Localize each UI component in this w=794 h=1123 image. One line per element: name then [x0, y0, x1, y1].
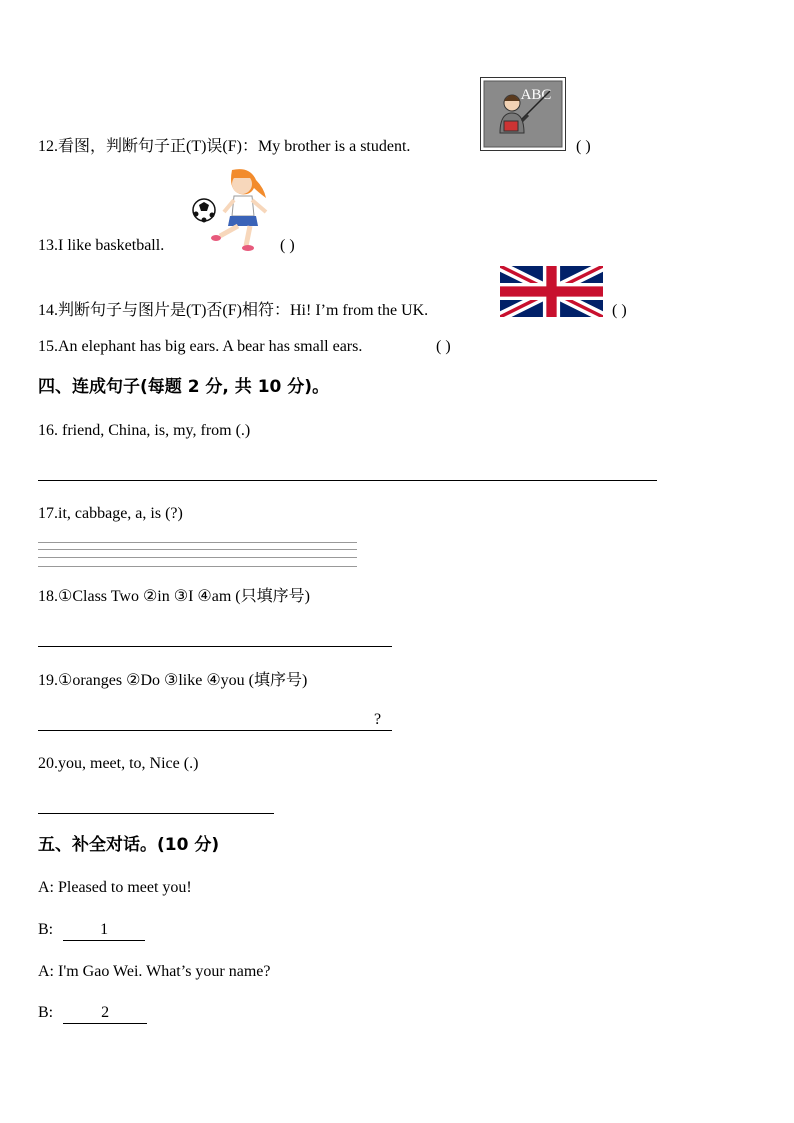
answer-line-19[interactable] [38, 730, 392, 731]
question-17-text: 17.it, cabbage, a, is (?) [38, 505, 183, 522]
question-18-text: 18.①Class Two ②in ③I ④am (只填序号) [38, 588, 310, 605]
writing-line-17-4 [38, 566, 357, 567]
dialogue-speaker-b1: B: [38, 921, 54, 938]
writing-line-17-1[interactable] [38, 542, 357, 543]
writing-line-17-2 [38, 549, 357, 550]
teacher-blackboard-image [480, 77, 566, 151]
question-19-text: 19.①oranges ②Do ③like ④you (填序号) [38, 672, 308, 689]
dialogue-speaker-b2: B: [38, 1004, 54, 1021]
answer-paren-12[interactable]: ( ) [576, 138, 591, 155]
writing-line-17-3 [38, 557, 357, 558]
girl-kicking-ball-image [192, 166, 270, 252]
question-15-text: 15.An elephant has big ears. A bear has small ears. [38, 338, 363, 355]
dialogue-line-a1: A: Pleased to meet you! [38, 879, 192, 896]
question-12-text: 12.看图，判断句子正(T)误(F)：My brother is a student. [38, 138, 411, 155]
question-19-end-mark: ? [374, 711, 382, 728]
uk-flag-image [500, 266, 603, 317]
question-14-text: 14.判断句子与图片是(T)否(F)相符：Hi! I’m from the UK. [38, 302, 429, 319]
question-13-text: 13.I like basketball. [38, 237, 165, 254]
answer-paren-15[interactable]: ( ) [436, 338, 451, 355]
dialogue-blank-2[interactable]: 2 [63, 1003, 147, 1024]
answer-paren-13[interactable]: ( ) [280, 237, 295, 254]
section-5-heading: 五、补全对话。(10 分) [38, 835, 220, 855]
blackboard-text: ABC [520, 87, 552, 103]
section-4-heading: 四、连成句子(每题 2 分, 共 10 分)。 [38, 377, 330, 397]
dialogue-line-a2: A: I'm Gao Wei. What’s your name? [38, 963, 271, 980]
question-20-text: 20.you, meet, to, Nice (.) [38, 755, 199, 772]
dialogue-line-b1 [38, 920, 145, 941]
dialogue-blank-1[interactable]: 1 [63, 920, 145, 941]
answer-line-18[interactable] [38, 646, 392, 647]
answer-line-20[interactable] [38, 813, 274, 814]
dialogue-line-b2 [38, 1003, 147, 1024]
answer-line-16[interactable] [38, 480, 657, 481]
answer-paren-14[interactable]: ( ) [612, 302, 627, 319]
question-16-text: 16. friend, China, is, my, from (.) [38, 422, 251, 439]
